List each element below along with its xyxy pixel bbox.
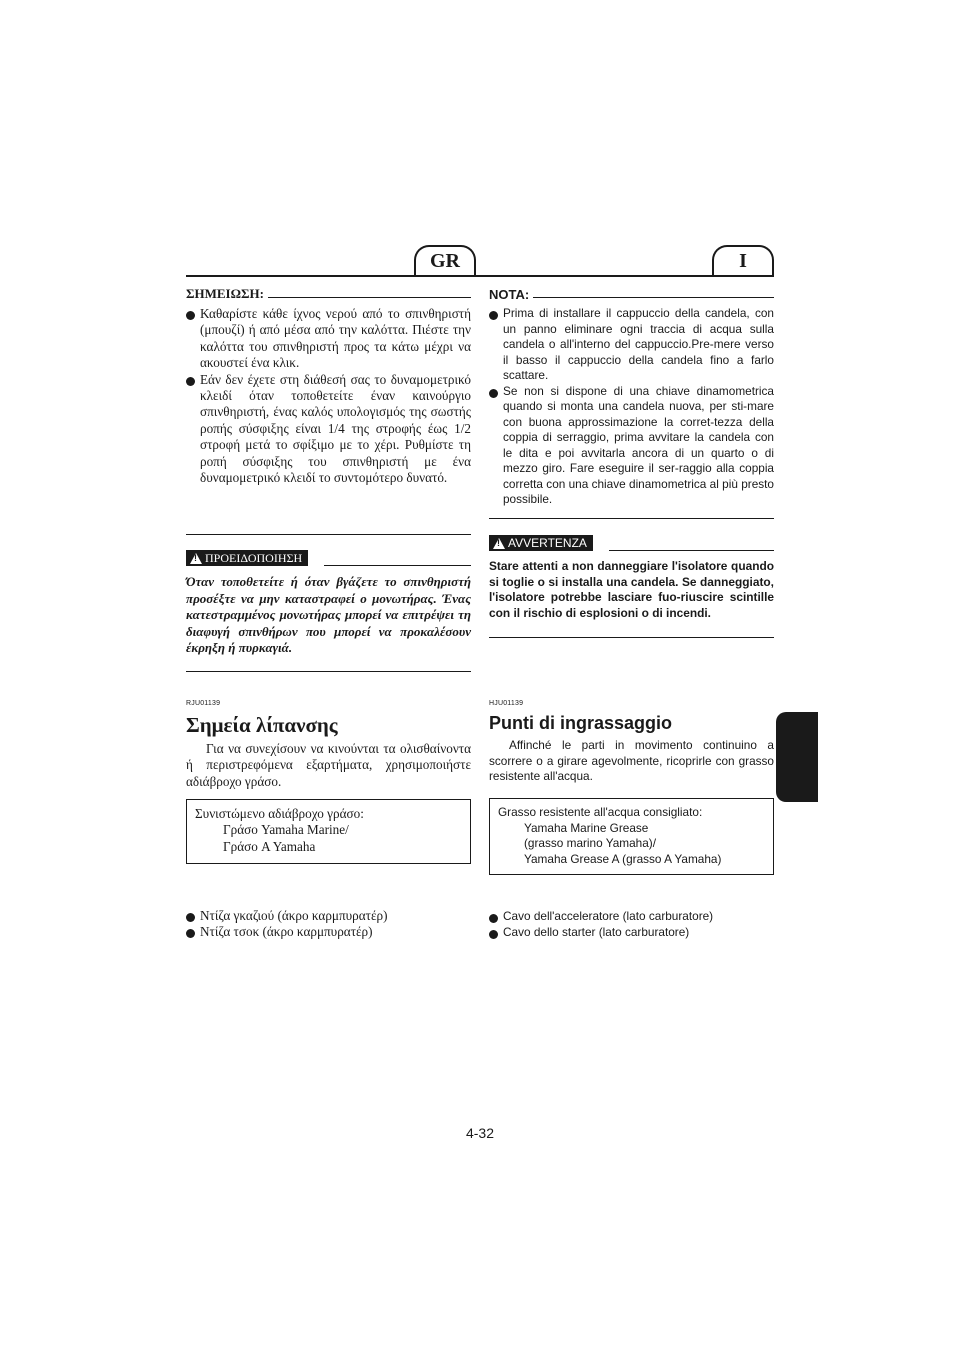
list-item: Ντίζα τσοκ (άκρο καρμπυρατέρ)	[186, 924, 471, 940]
greek-lubrication-points	[186, 908, 471, 941]
italian-warning-block	[489, 533, 774, 621]
italian-note-list	[489, 306, 774, 508]
section-title: Punti di ingrassaggio	[489, 713, 673, 733]
bullet-icon	[186, 377, 195, 386]
divider	[186, 671, 471, 672]
language-badge-greek: GR	[414, 245, 476, 275]
italian-note-block	[489, 286, 774, 508]
bullet-icon	[489, 389, 498, 398]
greek-note-label: ΣΗΜΕΙΩΣΗ:	[186, 286, 264, 301]
greek-warning-text: Όταν τοποθετείτε ή όταν βγάζετε το σπινθηριστή προσέξτε να μην καταστραφεί ο μονωτήρας. Ένας κατεστραμμένος μονωτήρας μπορεί να επιτρέψει τη διαφυγή σπινθήρων που μπορεί να προκαλέσουν έκρηξη ή πυρκαγιά.	[186, 574, 471, 656]
greek-warning-block	[186, 548, 471, 657]
list-item: Cavo dell'acceleratore (lato carburatore)	[489, 909, 774, 925]
bullet-icon	[489, 930, 498, 939]
greek-note-block	[186, 286, 471, 486]
list-item: Εάν δεν έχετε στη διάθεσή σας το δυναμομετρικό κλειδί όταν τοποθετείτε έναν καινούργιο σπινθηριστή, ένας καλός υπολογισμός της σωστής ροπής σύσφιξης είναι 1/4 της στροφής έως 1/2 στροφή μετά το σφίξιμο με το χέρι. Ρυθμίστε τη ροπή σύσφιξης του σπινθηριστή με ένα δυναμομετρικό κλειδί το συντομότερο δυνατό.	[186, 372, 471, 487]
list-item: Se non si dispone di una chiave dinamometrica quando si monta una candela nuova, per sti-mare con buona approssimazione la corret-tezza della coppia di serraggio, prima avvitare la candela con le dita e poi avvitarla ancora di un quarto o di mezzo giro. Fare eseguire il ser-raggio alla coppia corretta con una chiave dinamometrica al più presto possibile.	[489, 384, 774, 508]
box-title: Συνιστώμενο αδιάβροχο γράσο:	[195, 806, 364, 821]
box-line: Γράσο A Yamaha	[223, 838, 316, 854]
list-item: Cavo dello starter (lato carburatore)	[489, 925, 774, 941]
greek-note-list	[186, 306, 471, 486]
page-number: 4-32	[465, 1125, 495, 1141]
warning-icon	[190, 553, 202, 564]
language-badge-italian: I	[712, 245, 774, 275]
bullet-icon	[489, 914, 498, 923]
section-code: HJU01139	[489, 700, 524, 707]
list-item: Καθαρίστε κάθε ίχνος νερού από το σπινθηριστή (μπουζί) ή από μέσα από την καλόττα. Πιέστε την καλόττα του σπινθηριστή προς τα κάτω μέχρι να ακουστεί ένα κλικ.	[186, 306, 471, 372]
box-title: Grasso resistente all'acqua consigliato:	[498, 805, 703, 819]
header-rule	[186, 275, 774, 277]
bullet-icon	[186, 311, 195, 320]
divider	[186, 534, 471, 535]
section-paragraph: Για να συνεχίσουν να κινούνται τα ολισθαίνοντα ή περιστρεφόμενα εξαρτήματα, χρησιμοποιήστε αδιάβροχο γράσο.	[186, 741, 471, 789]
list-item: Prima di installare il cappuccio della candela, con un panno eliminare ogni traccia di acqua sulla candela o all'interno del cappuccio.Pre-mere verso il basso il cappuccio della candela fino a farlo scattare.	[489, 306, 774, 384]
box-line: Yamaha Marine Grease	[524, 820, 649, 835]
italian-recommended-grease-box	[489, 798, 774, 875]
greek-warning-badge: ! ΠΡΟΕΙΔΟΠΟΙΗΣΗ	[186, 550, 308, 566]
chapter-side-tab	[776, 712, 818, 802]
section-paragraph: Affinché le parti in movimento continuino a scorrere o a girare agevolmente, ricoprirle con grasso resistente all'acqua.	[489, 738, 774, 783]
greek-recommended-grease-box	[186, 799, 471, 864]
box-line: Yamaha Grease A (grasso A Yamaha)	[524, 851, 722, 866]
greek-lubrication-section	[186, 700, 471, 790]
italian-lubrication-section	[489, 700, 774, 785]
box-line: (grasso marino Yamaha)/	[524, 836, 657, 850]
italian-warning-text: Stare attenti a non danneggiare l'isolatore quando si toglie o si installa una candela. Se danneggiato, l'isolatore potrebbe lasciare fuo-riuscire scintille con il rischio di esplosioni o di incendi.	[489, 559, 774, 620]
box-line: Γράσο Yamaha Marine/	[223, 822, 349, 838]
italian-warning-badge: ! AVVERTENZA	[489, 535, 593, 551]
list-item: Ντίζα γκαζιού (άκρο καρμπυρατέρ)	[186, 908, 471, 924]
bullet-icon	[489, 311, 498, 320]
bullet-icon	[186, 913, 195, 922]
section-code: RJU01139	[186, 700, 221, 707]
divider	[489, 518, 774, 519]
italian-note-label: NOTA:	[489, 286, 530, 302]
italian-lubrication-points	[489, 909, 774, 940]
section-title: Σημεία λίπανσης	[186, 713, 338, 737]
bullet-icon	[186, 929, 195, 938]
warning-icon	[493, 538, 505, 549]
divider	[489, 637, 774, 638]
